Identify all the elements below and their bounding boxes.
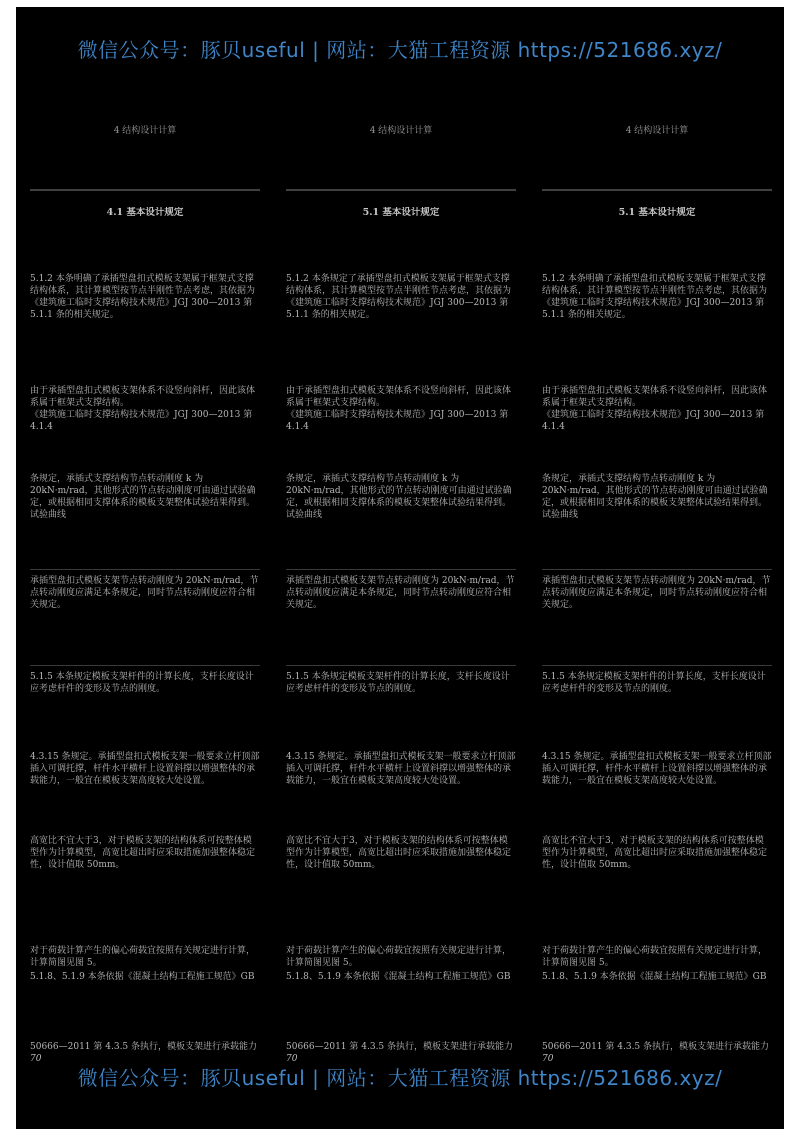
scan-band: [30, 569, 260, 570]
paragraph: 5.1.5 本条规定模板支架杆件的计算长度，支杆长度设计应考虑杆件的变形及节点的刚度。: [286, 672, 510, 694]
ghost-heading-strip: [30, 187, 260, 193]
paragraph: 5.1.2 本条规定了承插型盘扣式模板支架属于框架式支撑结构体系，其计算模型按节点半刚性节点考虑，其依据为《建筑施工临时支撑结构技术规范》JGJ 300—2013 第 5.1.1 条的相关规定。: [286, 274, 512, 320]
paragraph: 由于承插型盘扣式模板支架体系不设竖向斜杆，因此该体系属于框架式支撑结构。 《建筑施工临时支撑结构技术规范》JGJ 300—2013 第 4.1.4: [30, 386, 256, 432]
paragraph: 条规定，承插式支撑结构节点转动刚度 k 为 20kN·m/rad，其他形式的节点转动刚度可由通过试验确定，或根据相同支撑体系的模板支架整体试验结果得到。试验曲线: [286, 474, 512, 520]
paragraph: 5.1.5 本条规定模板支架杆件的计算长度，支杆长度设计应考虑杆件的变形及节点的刚度。: [542, 672, 766, 694]
paragraph: 50666—2011 第 4.3.5 条执行，模板支架进行承载能力: [286, 1042, 514, 1052]
scan-band: [30, 665, 260, 666]
page-column-2: [286, 7, 540, 1129]
paragraph: 条规定，承插式支撑结构节点转动刚度 k 为 20kN·m/rad，其他形式的节点转动刚度可由通过试验确定，或根据相同支撑体系的模板支架整体试验结果得到。试验曲线: [30, 474, 256, 520]
paragraph: 4.3.15 条规定。承插型盘扣式模板支架一般要求立杆顶部插入可调托撑，杆件水平横杆上设置斜撑以增强整体的承载能力，一般宜在模板支架高度较大处设置。: [286, 752, 516, 786]
page-number: 70: [542, 1054, 554, 1064]
paragraph: 5.1.2 本条明确了承插型盘扣式模板支架属于框架式支撑结构体系，其计算模型按节点半刚性节点考虑，其依据为《建筑施工临时支撑结构技术规范》JGJ 300—2013 第 5.1.1 条的相关规定。: [30, 274, 256, 320]
page-column-1: [30, 7, 284, 1129]
paragraph: 50666—2011 第 4.3.5 条执行，模板支架进行承载能力: [30, 1042, 258, 1052]
paragraph: 5.1.8、5.1.9 本条依据《混凝土结构工程施工规范》GB: [286, 972, 511, 982]
paragraph: 5.1.8、5.1.9 本条依据《混凝土结构工程施工规范》GB: [542, 972, 767, 982]
paragraph: 条规定，承插式支撑结构节点转动刚度 k 为 20kN·m/rad，其他形式的节点转动刚度可由通过试验确定，或根据相同支撑体系的模板支架整体试验结果得到。试验曲线: [542, 474, 768, 520]
paragraph: 5.1.5 本条规定模板支架杆件的计算长度，支杆长度设计应考虑杆件的变形及节点的刚度。: [30, 672, 254, 694]
chapter-heading: 4 结构设计计算: [113, 126, 177, 136]
paragraph: 5.1.8、5.1.9 本条依据《混凝土结构工程施工规范》GB: [30, 972, 255, 982]
page-number: 70: [286, 1054, 298, 1064]
paragraph: 高宽比不宜大于3，对于模板支架的结构体系可按整体模型作为计算模型，高宽比超出时应采取措施加强整体稳定性，设计值取 50mm。: [286, 836, 512, 870]
paragraph: 承插型盘扣式模板支架节点转动刚度为 20kN·m/rad，节点转动刚度应满足本条规定，同时节点转动刚度应符合相关规定。: [542, 576, 771, 610]
paragraph: 由于承插型盘扣式模板支架体系不设竖向斜杆，因此该体系属于框架式支撑结构。 《建筑施工临时支撑结构技术规范》JGJ 300—2013 第 4.1.4: [286, 386, 512, 432]
ghost-heading-strip: [286, 187, 516, 193]
paragraph: 4.3.15 条规定。承插型盘扣式模板支架一般要求立杆顶部插入可调托撑，杆件水平横杆上设置斜撑以增强整体的承载能力，一般宜在模板支架高度较大处设置。: [542, 752, 772, 786]
paragraph: 承插型盘扣式模板支架节点转动刚度为 20kN·m/rad，节点转动刚度应满足本条规定，同时节点转动刚度应符合相关规定。: [30, 576, 259, 610]
paragraph: 对于荷载计算产生的偏心荷载宜按照有关规定进行计算，计算简图见图 5。: [286, 946, 512, 968]
section-heading: 5.1 基本设计规定: [618, 207, 696, 218]
chapter-heading: 4 结构设计计算: [369, 126, 433, 136]
watermark-banner-bottom: 微信公众号：豚贝useful | 网站：大猫工程资源 https://521686.xyz/: [77, 1066, 723, 1090]
section-heading: 4.1 基本设计规定: [106, 207, 184, 218]
scan-band: [286, 665, 516, 666]
paragraph: 高宽比不宜大于3，对于模板支架的结构体系可按整体模型作为计算模型，高宽比超出时应采取措施加强整体稳定性，设计值取 50mm。: [30, 836, 256, 870]
paragraph: 4.3.15 条规定。承插型盘扣式模板支架一般要求立杆顶部插入可调托撑，杆件水平横杆上设置斜撑以增强整体的承载能力，一般宜在模板支架高度较大处设置。: [30, 752, 260, 786]
chapter-heading: 4 结构设计计算: [625, 126, 689, 136]
paragraph: 承插型盘扣式模板支架节点转动刚度为 20kN·m/rad，节点转动刚度应满足本条规定，同时节点转动刚度应符合相关规定。: [286, 576, 515, 610]
watermark-banner-top: 微信公众号：豚贝useful | 网站：大猫工程资源 https://521686.xyz/: [77, 38, 723, 62]
scan-band: [286, 569, 516, 570]
page-column-3: [542, 7, 796, 1129]
scan-band: [542, 665, 772, 666]
paragraph: 对于荷载计算产生的偏心荷载宜按照有关规定进行计算，计算简图见图 5。: [30, 946, 256, 968]
paragraph: 由于承插型盘扣式模板支架体系不设竖向斜杆，因此该体系属于框架式支撑结构。 《建筑施工临时支撑结构技术规范》JGJ 300—2013 第 4.1.4: [542, 386, 768, 432]
paragraph: 50666—2011 第 4.3.5 条执行，模板支架进行承载能力: [542, 1042, 770, 1052]
section-heading: 5.1 基本设计规定: [362, 207, 440, 218]
paragraph: 高宽比不宜大于3，对于模板支架的结构体系可按整体模型作为计算模型，高宽比超出时应采取措施加强整体稳定性，设计值取 50mm。: [542, 836, 768, 870]
ghost-heading-strip: [542, 187, 772, 193]
scan-band: [542, 569, 772, 570]
page-number: 70: [30, 1054, 42, 1064]
paragraph: 对于荷载计算产生的偏心荷载宜按照有关规定进行计算，计算简图见图 5。: [542, 946, 768, 968]
document-frame: [16, 7, 784, 1129]
paragraph: 5.1.2 本条明确了承插型盘扣式模板支架属于框架式支撑结构体系，其计算模型按节点半刚性节点考虑，其依据为《建筑施工临时支撑结构技术规范》JGJ 300—2013 第 5.1.1 条的相关规定。: [542, 274, 768, 320]
